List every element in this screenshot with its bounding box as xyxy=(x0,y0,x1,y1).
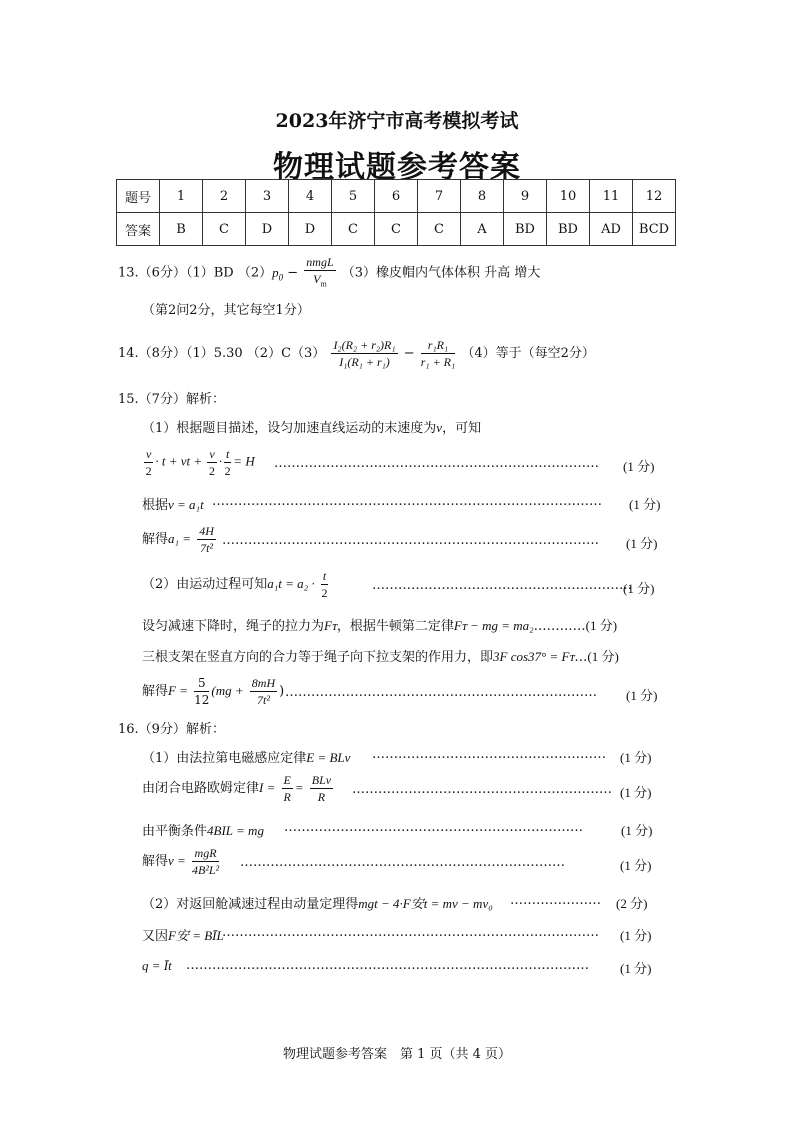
q16-line2: 由闭合电路欧姆定律I = $\frac{E}{R}$ = $\frac{\text{BLv}}{R}$ xyxy=(142,773,332,804)
q16-line2-score: (1 分) xyxy=(620,785,652,800)
q15-line1-score: (1 分) xyxy=(623,459,655,474)
q16-line5-leader: ………………… xyxy=(510,893,601,908)
q16-line7: q = Īt xyxy=(142,958,172,973)
q15-line7: 解得F = $\frac{5}{12}$ (mg + $\frac{8mH}{\text{7t²}}$ ) xyxy=(142,676,285,707)
q15-line2: 根据v = a₁t xyxy=(142,497,204,513)
table-cell: D xyxy=(289,213,332,246)
table-cell: B xyxy=(160,213,203,246)
q16-line4: 解得v = $\frac{\text{mgR}}{\text{4B²L²}}$ xyxy=(142,846,220,877)
table-cell: BD xyxy=(547,213,590,246)
page-footer: 物理试题参考答案 第 1 页（共 4 页） xyxy=(282,1047,512,1062)
q13-minus: − xyxy=(287,265,299,281)
exam-title: 2023年济宁市高考模拟考试 xyxy=(275,110,519,132)
table-cell: 5 xyxy=(332,180,375,213)
q15-line5: 设匀减速下降时，绳子的拉力为Fᴛ，根据牛顿第二定律Fᴛ − mg = ma₂…………(1 分) xyxy=(142,618,618,634)
table-cell: 3 xyxy=(246,180,289,213)
q16-line4-leader: ………………………………………………………………… xyxy=(240,855,565,870)
q14-fraction-2: $\frac{\text{r₁R₁}}{\text{r₁ + R₁}}$ xyxy=(420,338,456,369)
table-cell: A xyxy=(461,213,504,246)
q14-fraction-1: $\frac{\text{I₂(R₂ + r₂)R₁}}{\text{I₁(R₁ + r₁)}}$ xyxy=(333,338,396,369)
q13-tail: （3）橡皮帽内气体体积 升高 增大 xyxy=(341,265,541,281)
q15-equation-1: $\frac{v}{2}$ · t + vt + $\frac{v}{2}$ · $\frac{t}{2}$ = H xyxy=(145,447,255,478)
q16-line1: （1）由法拉第电磁感应定律E = BLv xyxy=(142,750,351,766)
table-cell: BCD xyxy=(633,213,676,246)
q15-line2-leader: ……………………………………………………………………………… xyxy=(212,494,602,509)
table-cell: C xyxy=(203,213,246,246)
q16-line3: 由平衡条件4BIL = mg xyxy=(142,823,264,839)
table-cell: BD xyxy=(504,213,547,246)
q16-line3-score: (1 分) xyxy=(621,823,653,838)
table-cell: 2 xyxy=(203,180,246,213)
q16-line6-score: (1 分) xyxy=(620,928,652,943)
q16-line3-leader: …………………………………………………………… xyxy=(284,820,583,835)
q15-line7-leader: ……………………………………………………………… xyxy=(285,685,597,700)
q13-answer-line xyxy=(118,254,540,292)
table-cell: 10 xyxy=(547,180,590,213)
q16-line1-score: (1 分) xyxy=(620,750,652,765)
table-cell: AD xyxy=(590,213,633,246)
q15-line4-score: (1 分) xyxy=(623,581,655,596)
q14-minus: − xyxy=(403,346,415,361)
table-cell: 4 xyxy=(289,180,332,213)
q15-line2-score: (1 分) xyxy=(629,497,661,512)
q15-line3-leader: …………………………………………………………………………… xyxy=(222,533,599,548)
q16-line6-leader: …………………………………………………………………………… xyxy=(222,925,599,940)
table-cell: 6 xyxy=(375,180,418,213)
q15-line6: 三根支架在竖直方向的合力等于绳子向下拉支架的作用力，即3F cos37° = Fᴛ…(1 分) xyxy=(142,649,619,665)
q15-line4: （2）由运动过程可知a₁t = a₂ · $\frac{t}{2}$ xyxy=(142,569,328,600)
q15-line3-score: (1 分) xyxy=(626,536,658,551)
q14-tail: （4）等于（每空2分） xyxy=(461,346,595,361)
table-cell: 12 xyxy=(633,180,676,213)
table-cell: 1 xyxy=(160,180,203,213)
q16-line5: （2）对返回舱减速过程由动量定理得mgt − 4·F安t = mv − mv₀ xyxy=(142,896,493,912)
q15-line1-leader: ………………………………………………………………… xyxy=(274,456,599,471)
q16-line4-score: (1 分) xyxy=(620,858,652,873)
q13-p0: $p_0$ xyxy=(272,264,284,283)
q13-scoring-note: （第2问2分，其它每空1分） xyxy=(142,303,310,318)
q14-answer-line xyxy=(118,337,595,370)
table-cell: C xyxy=(332,213,375,246)
q14-head: 14.（8分）（1）5.30 （2）C（3） xyxy=(118,346,326,361)
q16-line7-leader: ………………………………………………………………………………… xyxy=(186,958,589,973)
q16-line6: 又因F安 = BĪL xyxy=(142,928,224,944)
table-cell: 7 xyxy=(418,180,461,213)
q15-line7-score: (1 分) xyxy=(626,688,658,703)
table-cell: D xyxy=(246,213,289,246)
answer-key-title: 物理试题参考答案 xyxy=(273,150,521,185)
table-cell: 8 xyxy=(461,180,504,213)
table-cell: C xyxy=(418,213,461,246)
q15-line3: 解得a₁ = $\frac{4H}{\text{7t²}}$ xyxy=(142,524,214,555)
q15-part1-intro: （1）根据题目描述，设匀加速直线运动的末速度为v，可知 xyxy=(142,420,482,436)
q16-line5-score: (2 分) xyxy=(616,896,648,911)
q16-line2-leader: …………………………………………………… xyxy=(352,782,612,797)
q16-line7-score: (1 分) xyxy=(620,961,652,976)
question-number-row xyxy=(117,180,676,213)
q16-heading: 16.（9分）解析： xyxy=(118,722,225,737)
row-label-answer: 答案 xyxy=(117,213,160,246)
table-cell: 9 xyxy=(504,180,547,213)
q13-fraction: $\frac{\text{nmgL}}{V_m}$ xyxy=(306,255,334,289)
q15-line4-leader: …………………………………………………… xyxy=(372,578,632,593)
table-cell: C xyxy=(375,213,418,246)
q16-line1-leader: ……………………………………………… xyxy=(372,747,606,762)
q15-heading: 15.（7分）解析： xyxy=(118,392,225,407)
table-cell: 11 xyxy=(590,180,633,213)
q13-head: 13.（6分）（1）BD （2） xyxy=(118,265,273,281)
answer-table xyxy=(116,179,676,246)
answer-row xyxy=(117,213,676,246)
row-label-number: 题号 xyxy=(117,180,160,213)
